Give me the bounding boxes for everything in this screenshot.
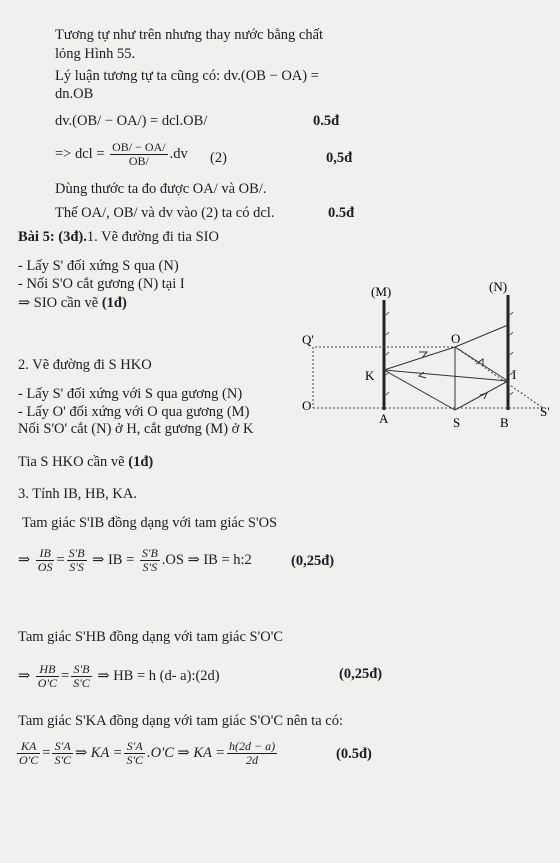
denominator: O'C [19, 753, 39, 767]
equation-tri3: $\frac{KA}{O'C}$ = $\frac{S'A}{S'C}$ ⇒ KA = $\frac{S'A}{S'C}$ .O'C ⇒ KA = $\frac{h(2d - a)}{2d}$ [19, 739, 276, 767]
score-label: 0.5đ [328, 205, 355, 221]
problem-title-bold: Bài 5: (3đ). [18, 229, 87, 245]
fraction [36, 547, 55, 574]
score-label: (0,25đ) [339, 666, 383, 682]
text-line: dn.OB [55, 86, 94, 102]
conclusion-text: ⇒ SIO cần vẽ [18, 295, 102, 311]
denominator: S'S [142, 560, 158, 574]
ray [455, 325, 508, 347]
fraction [52, 740, 73, 767]
text-line: Thế OA/, OB/ và dv vào (2) ta có dcl. [55, 205, 275, 221]
fraction [17, 740, 40, 767]
denominator: S'C [126, 753, 144, 767]
label-S: S [453, 415, 461, 430]
label-I: I [512, 367, 517, 382]
equation-tri1: ⇒ $\frac{IB}{OS}$ = $\frac{S'B}{S'S}$ ⇒ IB = $\frac{S'B}{S'S}$ .OS ⇒ IB = h:2 [18, 546, 252, 574]
ray [455, 347, 508, 381]
numerator: OB/ − OA/ [112, 140, 166, 154]
score-label: 0.5đ [313, 113, 340, 129]
fraction [67, 547, 87, 574]
denominator: S'C [54, 753, 72, 767]
equation-suffix: .dv [169, 145, 188, 162]
score-label: (1đ) [128, 454, 154, 470]
step-item: - Lấy O' đối xứng với O qua gương (M) [18, 404, 250, 420]
numerator: KA [17, 740, 40, 754]
text-line: Tương tự như trên nhưng thay nước bằng chất [55, 27, 324, 43]
text-line: Tam giác S'KA đồng dạng với tam giác S'O'C nên ta có: [18, 713, 343, 729]
part-title: 3. Tính IB, HB, KA. [18, 486, 137, 502]
equation-tail: ⇒ HB = h (d- a):(2d) [97, 667, 220, 684]
numerator: IB [36, 547, 55, 561]
text-line: lỏng Hình 55. [55, 46, 136, 62]
fraction [227, 740, 277, 767]
fraction [124, 740, 145, 767]
score-label: (0.5đ) [336, 746, 372, 762]
label-B: B [500, 415, 509, 430]
label-A: A [379, 411, 389, 426]
fraction [36, 663, 59, 690]
conclusion-text: Tia S HKO cần vẽ [18, 454, 129, 470]
text-line: Tam giác S'HB đồng dạng với tam giác S'O'C [18, 629, 283, 645]
equation-prefix: => dcl = [55, 145, 105, 162]
step-conclusion [18, 295, 127, 312]
denominator: S'C [73, 676, 90, 690]
numerator: HB [36, 663, 59, 677]
numerator: S'A [52, 740, 73, 754]
step-item: - Lấy S' đối xứng với S qua gương (N) [18, 386, 243, 402]
equation-mid: ⇒ IB = [92, 551, 135, 568]
label-O: O [451, 331, 461, 346]
ray [384, 347, 455, 370]
score-label: (0,25đ) [291, 553, 335, 569]
label-K: K [365, 368, 375, 383]
text-line: Lý luận tương tự ta cũng có: dv.(OB − OA) = [55, 68, 319, 84]
numerator: S'B [68, 546, 85, 560]
label-O-bottom: O [302, 398, 312, 413]
score-label: 0,5đ [326, 150, 353, 166]
equation-2 [55, 141, 188, 168]
numerator: S'A [124, 740, 145, 754]
problem-title [18, 229, 219, 246]
arrow-head [419, 352, 427, 358]
equation-1: dv.(OB/ − OA/) = dcl.OB/ [55, 113, 208, 129]
step-item: Nối S'O' cắt (N) ở H, cắt gương (M) ở K [18, 421, 254, 437]
ray [455, 381, 508, 410]
fraction [140, 547, 160, 574]
text-line: Tam giác S'IB đồng dạng với tam giác S'OS [22, 515, 278, 531]
part-title: 2. Vẽ đường đi S HKO [18, 357, 152, 373]
ray [384, 370, 508, 381]
denominator: 2d [246, 753, 259, 767]
mirror-hatch [386, 312, 513, 395]
label-N: (N) [489, 279, 508, 294]
mirror-figure [295, 275, 557, 435]
denominator: S'S [69, 560, 84, 574]
label-Q: Q' [302, 332, 314, 347]
score-label: (1đ) [101, 295, 127, 311]
denominator: OB/ [128, 154, 149, 168]
step-item: - Nối S'O cắt gương (N) tại I [18, 276, 185, 292]
equation-mid: .O'C ⇒ KA = [147, 744, 225, 761]
equation-mid: ⇒ KA = [75, 744, 123, 761]
label-S-prime: S' [540, 404, 550, 419]
numerator: h(2d − a) [229, 739, 276, 753]
numerator: S'B [141, 546, 158, 560]
label-M: (M) [371, 284, 392, 299]
problem-title-rest: 1. Vẽ đường đi tia SIO [86, 229, 219, 245]
text-line: Dùng thước ta đo được OA/ và OB/. [55, 181, 267, 197]
step-conclusion [18, 454, 153, 471]
implies-symbol: ⇒ [18, 667, 31, 684]
denominator: OS [37, 560, 53, 574]
equation-tail: .OS ⇒ IB = h:2 [161, 551, 252, 568]
equation-tri2: ⇒ $\frac{HB}{O'C}$ = $\frac{S'B}{S'C}$ ⇒ HB = h (d- a):(2d) [18, 662, 220, 690]
step-item: - Lấy S' đối xứng S qua (N) [18, 258, 179, 274]
denominator: O'C [37, 676, 58, 690]
numerator: S'B [71, 663, 92, 677]
implies-symbol: ⇒ [18, 551, 31, 568]
fraction [110, 141, 167, 168]
equation-label: (2) [210, 150, 227, 166]
fraction [71, 663, 92, 690]
